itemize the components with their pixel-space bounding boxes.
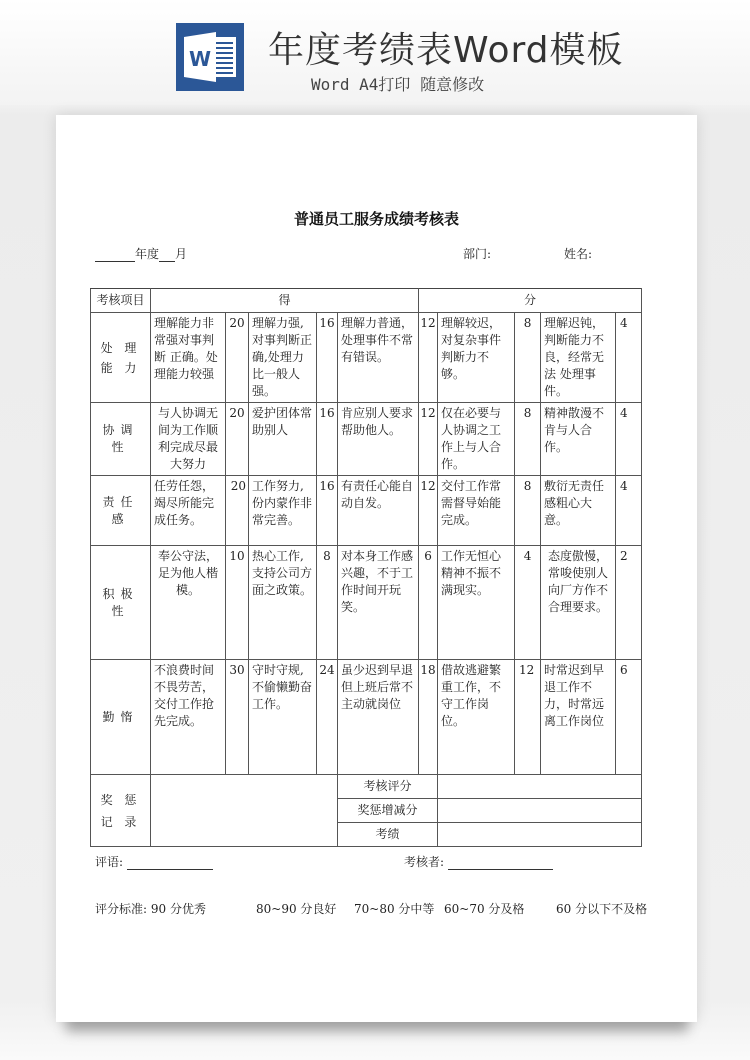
level-score: 12 bbox=[419, 313, 438, 403]
level-desc: 精神散漫不肯与人合作。 bbox=[541, 403, 616, 476]
table-row bbox=[91, 476, 642, 546]
department-label: 部门: bbox=[463, 247, 492, 261]
rewards-row bbox=[91, 775, 642, 799]
comment-blank[interactable] bbox=[127, 857, 213, 870]
level-score: 4 bbox=[616, 476, 642, 546]
level-desc: 不浪费时间不畏劳苦，交付工作抢先完成。 bbox=[151, 660, 226, 775]
reward-adjust-field[interactable] bbox=[438, 799, 642, 823]
document-page bbox=[56, 115, 697, 1022]
category-cell: 积极性 bbox=[91, 546, 151, 660]
level-desc: 工作无恒心精神不振不满现实。 bbox=[438, 546, 515, 660]
level-desc: 理解力普通，处理事件不常有错误。 bbox=[338, 313, 419, 403]
level-score: 4 bbox=[515, 546, 541, 660]
level-score: 6 bbox=[616, 660, 642, 775]
level-score: 16 bbox=[317, 313, 338, 403]
level-score: 16 bbox=[317, 476, 338, 546]
assessment-table bbox=[90, 288, 642, 847]
month-blank[interactable] bbox=[159, 249, 175, 262]
month-label: 月 bbox=[175, 247, 188, 261]
table-row bbox=[91, 403, 642, 476]
category-cell: 勤惰 bbox=[91, 660, 151, 775]
level-score: 12 bbox=[419, 476, 438, 546]
level-desc: 任劳任怨，竭尽所能完成任务。 bbox=[151, 476, 226, 546]
reward-adjust-label: 奖惩增减分 bbox=[338, 799, 438, 823]
level-score: 20 bbox=[226, 476, 249, 546]
comment-label: 评语: bbox=[95, 855, 124, 869]
level-desc: 工作努力,份内蒙作非常完善。 bbox=[249, 476, 317, 546]
performance-field[interactable] bbox=[438, 823, 642, 847]
assessor-blank[interactable] bbox=[448, 857, 553, 870]
rewards-record-field[interactable] bbox=[151, 775, 338, 847]
level-desc: 理解力强,对事判断正确,处理力比一般人强。 bbox=[249, 313, 317, 403]
header-item: 考核项目 bbox=[91, 289, 151, 313]
banner bbox=[0, 0, 750, 105]
level-desc: 理解较迟，对复杂事件判断力不够。 bbox=[438, 313, 515, 403]
category-label: 处 理 bbox=[100, 340, 141, 355]
assessor-field[interactable] bbox=[404, 853, 553, 870]
standard-item: 60 分以下不及格 bbox=[556, 902, 648, 916]
level-desc: 敷衍无责任感粗心大意。 bbox=[541, 476, 616, 546]
level-score: 12 bbox=[515, 660, 541, 775]
assessor-label: 考核者: bbox=[404, 855, 445, 869]
level-desc: 奉公守法，足为他人楷模。 bbox=[151, 546, 226, 660]
level-desc: 热心工作,支持公司方面之政策。 bbox=[249, 546, 317, 660]
level-score: 10 bbox=[226, 546, 249, 660]
level-score: 20 bbox=[226, 403, 249, 476]
level-score: 6 bbox=[419, 546, 438, 660]
category-cell: 协调性 bbox=[91, 403, 151, 476]
level-score: 2 bbox=[616, 546, 642, 660]
standard-item: 70~80 分中等 bbox=[354, 902, 435, 916]
banner-subtitle: Word A4打印 随意修改 bbox=[311, 75, 485, 94]
table-header-row bbox=[91, 289, 642, 313]
year-label: 年度 bbox=[135, 247, 160, 261]
assessment-score-label: 考核评分 bbox=[338, 775, 438, 799]
level-score: 18 bbox=[419, 660, 438, 775]
performance-label: 考绩 bbox=[338, 823, 438, 847]
level-desc: 守时守规,不偷懒勤奋工作。 bbox=[249, 660, 317, 775]
level-score: 4 bbox=[616, 403, 642, 476]
level-score: 20 bbox=[226, 313, 249, 403]
level-score: 4 bbox=[616, 313, 642, 403]
level-score: 8 bbox=[515, 476, 541, 546]
level-desc: 理解能力非常强对事判断 正确。处理能力较强 bbox=[151, 313, 226, 403]
level-score: 30 bbox=[226, 660, 249, 775]
category-label-2: 能 力 bbox=[100, 360, 141, 375]
table-row bbox=[91, 660, 642, 775]
header-score-1: 得 bbox=[151, 289, 419, 313]
year-blank[interactable] bbox=[95, 249, 135, 262]
standards-label: 评分标准: 90 分优秀 bbox=[95, 902, 206, 916]
table-row bbox=[91, 546, 642, 660]
banner-title: 年度考绩表Word模板 bbox=[268, 30, 624, 71]
level-desc: 与人协调无间为工作顺利完成尽最大努力 bbox=[151, 403, 226, 476]
level-score: 8 bbox=[317, 546, 338, 660]
level-desc: 有责任心能自动自发。 bbox=[338, 476, 419, 546]
level-score: 8 bbox=[515, 403, 541, 476]
word-icon bbox=[176, 23, 244, 91]
rewards-label-line1: 奖 惩 bbox=[100, 792, 141, 807]
document-title: 普通员工服务成绩考核表 bbox=[293, 210, 459, 228]
level-desc: 态度傲慢，常唆使别人向厂方作不合理要求。 bbox=[541, 546, 616, 660]
level-score: 24 bbox=[317, 660, 338, 775]
svg-text:W: W bbox=[188, 47, 212, 71]
level-score: 8 bbox=[515, 313, 541, 403]
standard-item: 60~70 分及格 bbox=[444, 902, 525, 916]
level-score: 16 bbox=[317, 403, 338, 476]
level-desc: 肯应别人要求帮助他人。 bbox=[338, 403, 419, 476]
level-score: 12 bbox=[419, 403, 438, 476]
level-desc: 时常迟到早 退工作不力，时常远离工作岗位 bbox=[541, 660, 616, 775]
category-cell: 责任感 bbox=[91, 476, 151, 546]
comment-field[interactable] bbox=[95, 853, 213, 870]
standard-item: 80~90 分良好 bbox=[256, 902, 337, 916]
period-field[interactable] bbox=[95, 245, 187, 262]
table-row bbox=[91, 313, 642, 403]
level-desc: 爱护团体常助别人 bbox=[249, 403, 317, 476]
level-desc: 虽少迟到早退但上班后常不主动就岗位 bbox=[338, 660, 419, 775]
category-cell bbox=[91, 313, 151, 403]
level-desc: 理解迟钝，判断能力不良，经常无法 处理事件。 bbox=[541, 313, 616, 403]
level-desc: 交付工作常需督导始能完成。 bbox=[438, 476, 515, 546]
level-desc: 借故逃避繁重工作，不守工作岗位。 bbox=[438, 660, 515, 775]
name-label: 姓名: bbox=[564, 247, 593, 261]
rewards-label-cell bbox=[91, 775, 151, 847]
header-score-2: 分 bbox=[419, 289, 642, 313]
level-desc: 对本身工作感兴趣，不于工作时间开玩笑。 bbox=[338, 546, 419, 660]
level-desc: 仅在必要与人协调之工作上与人合作。 bbox=[438, 403, 515, 476]
assessment-score-field[interactable] bbox=[438, 775, 642, 799]
rewards-label-line2: 记 录 bbox=[100, 814, 141, 829]
